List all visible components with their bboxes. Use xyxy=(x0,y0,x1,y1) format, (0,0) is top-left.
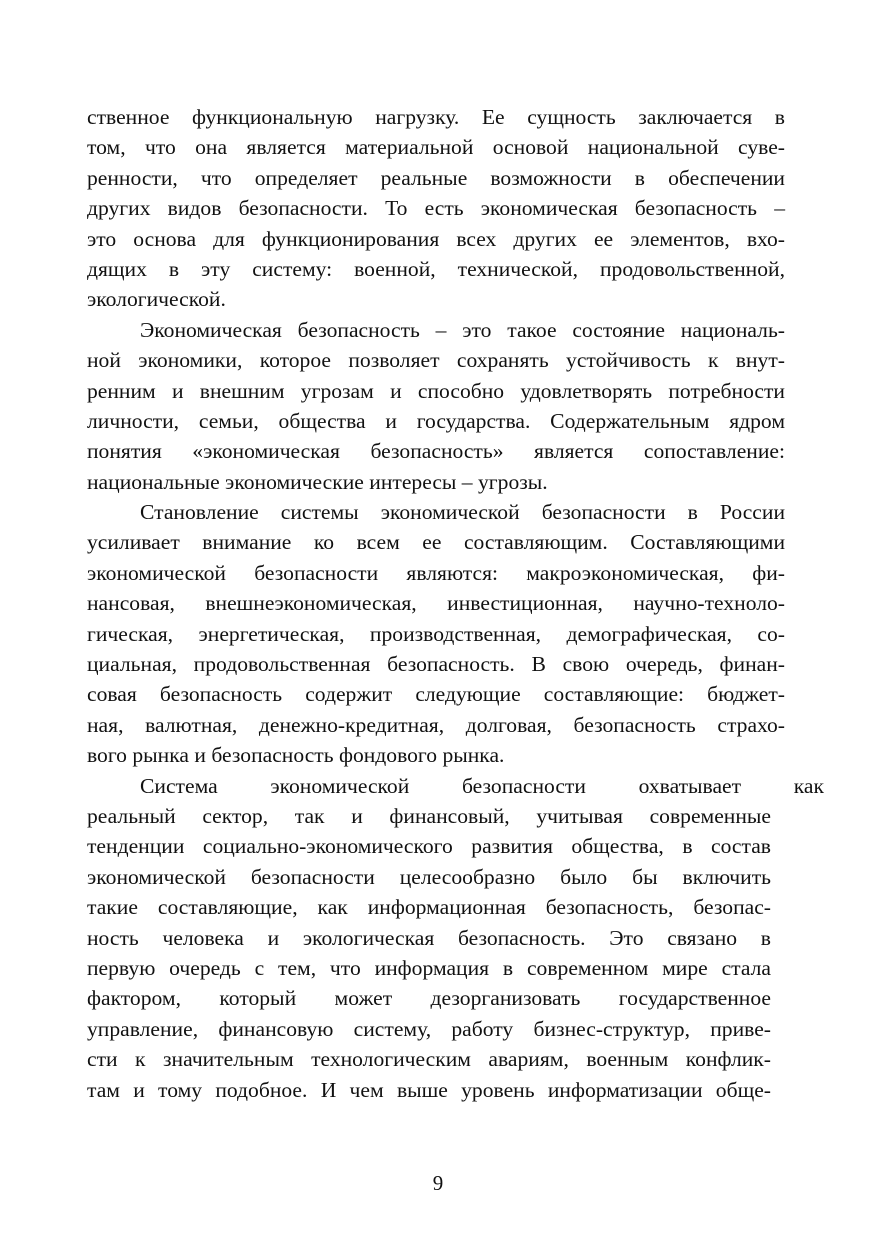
text-line: ренности, что определяет реальные возможности в обеспечении xyxy=(87,165,785,190)
text-line: сти к значительным технологическим авариям, военным конфлик- xyxy=(87,1047,771,1072)
text-line: вого рынка и безопасность фондового рынка. xyxy=(87,743,505,768)
text-line: реальный сектор, так и финансовый, учитывая современные xyxy=(87,803,771,828)
text-line: понятия «экономическая безопасность» является сопоставление: xyxy=(87,439,785,464)
text-line: дящих в эту систему: военной, технической, продовольственной, xyxy=(87,256,785,281)
paragraph-4 xyxy=(87,771,824,1105)
text-line: ственное функциональную нагрузку. Ее сущность заключается в xyxy=(87,105,785,129)
text-line: управление, финансовую систему, работу бизнес-структур, приве- xyxy=(87,1016,771,1041)
text-line: ренним и внешним угрозам и способно удовлетворять потребности xyxy=(87,378,785,403)
text-line: первую очередь с тем, что информация в современном мире стала xyxy=(87,955,771,980)
paragraph-2 xyxy=(87,315,785,497)
text-line: это основа для функционирования всех других ее элементов, вхо- xyxy=(87,226,785,251)
text-line: экономической безопасности являются: макроэкономическая, фи- xyxy=(87,560,785,585)
text-line: экологической. xyxy=(87,287,226,312)
text-line: национальные экономические интересы – угрозы. xyxy=(87,469,548,494)
text-line: экономической безопасности целесообразно было бы включить xyxy=(87,864,771,889)
text-line: совая безопасность содержит следующие составляющие: бюджет- xyxy=(87,682,785,707)
text-line: там и тому подобное. И чем выше уровень информатизации обще- xyxy=(87,1077,771,1102)
text-line: ность человека и экологическая безопасность. Это связано в xyxy=(87,925,771,950)
text-line: ная, валютная, денежно-кредитная, долговая, безопасность страхо- xyxy=(87,712,785,737)
text-line: личности, семьи, общества и государства. Содержательным ядром xyxy=(87,408,785,433)
text-line: гическая, энергетическая, производственная, демографическая, со- xyxy=(87,621,785,646)
paragraph-1 xyxy=(87,102,785,315)
text-line: тенденции социально-экономического развития общества, в состав xyxy=(87,834,771,859)
page-body xyxy=(87,102,824,1105)
text-line: такие составляющие, как информационная безопасность, безопас- xyxy=(87,895,771,920)
text-line: фактором, который может дезорганизовать государственное xyxy=(87,986,771,1011)
text-line: ной экономики, которое позволяет сохранять устойчивость к внут- xyxy=(87,348,785,373)
text-line: нансовая, внешнеэкономическая, инвестиционная, научно-техноло- xyxy=(87,591,785,616)
text-line: усиливает внимание ко всем ее составляющим. Составляющими xyxy=(87,530,785,555)
paragraph-3 xyxy=(87,497,785,771)
text-line: Становление системы экономической безопасности в России xyxy=(140,500,785,525)
text-line: циальная, продовольственная безопасность. В свою очередь, финан- xyxy=(87,652,785,677)
text-line: том, что она является материальной основой национальной суве- xyxy=(87,135,785,160)
text-line: других видов безопасности. То есть экономическая безопасность – xyxy=(87,196,785,221)
text-line: Система экономической безопасности охватывает как xyxy=(140,773,824,798)
page-number: 9 xyxy=(432,1171,444,1195)
text-line: Экономическая безопасность – это такое состояние националь- xyxy=(140,317,785,342)
